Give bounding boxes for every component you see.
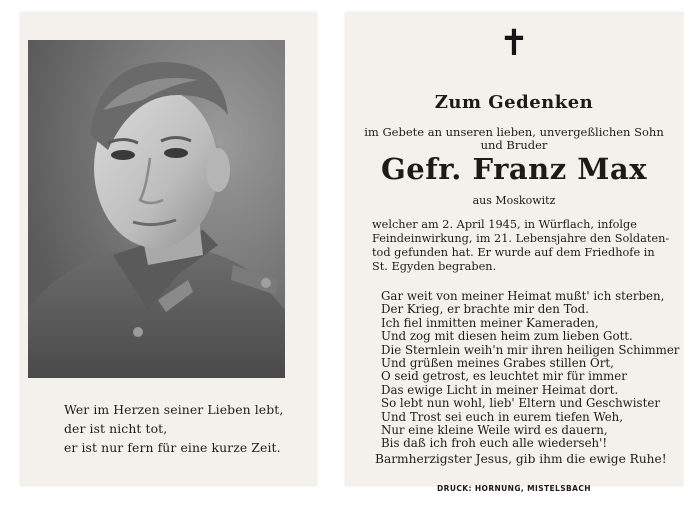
printer-imprint: DRUCK: HORNUNG, MISTELSBACH bbox=[437, 484, 591, 493]
body-line: Feindeinwirkung, im 21. Lebensjahre den Soldaten- bbox=[372, 232, 670, 245]
poem-line: Ich fiel inmitten meiner Kameraden, bbox=[381, 315, 599, 330]
left-poem bbox=[64, 400, 304, 457]
poem-line: Das ewige Licht in meiner Heimat dort. bbox=[381, 382, 619, 397]
poem-line: Gar weit von meiner Heimat mußt' ich sterben, bbox=[381, 289, 665, 303]
memorial-poem bbox=[381, 289, 680, 451]
intro-line: im Gebete an unseren lieben, unvergeßlichen Sohn bbox=[364, 125, 664, 139]
death-notice-text bbox=[372, 218, 670, 274]
left-poem-line: er ist nur fern für eine kurze Zeit. bbox=[64, 440, 281, 455]
memorial-heading: Zum Gedenken bbox=[434, 92, 594, 113]
poem-line: Und zog mit diesen heim zum lieben Gott. bbox=[381, 329, 633, 344]
soldier-portrait-photo bbox=[28, 40, 285, 378]
cross-icon: ✝ bbox=[498, 23, 530, 64]
body-line: tod gefunden hat. Er wurde auf dem Friedhofe in bbox=[372, 246, 655, 259]
poem-line: Der Krieg, er brachte mir den Tod. bbox=[381, 302, 589, 317]
portrait-illustration bbox=[28, 40, 285, 378]
deceased-name: Gefr. Franz Max bbox=[381, 152, 647, 186]
intro-line: und Bruder bbox=[480, 138, 548, 152]
intro-text bbox=[361, 126, 667, 152]
body-line: St. Egyden begraben. bbox=[372, 260, 497, 273]
poem-line: Die Sternlein weih'n mir ihren heiligen Schimmer bbox=[381, 342, 680, 357]
poem-line: Und grüßen meines Grabes stillen Ort, bbox=[381, 356, 614, 371]
poem-line: O seid getrost, es leuchtet mir für immer bbox=[381, 369, 627, 384]
poem-line: Nur eine kleine Weile wird es dauern, bbox=[381, 423, 608, 438]
poem-line: So lebt nun wohl, lieb' Eltern und Geschwister bbox=[381, 396, 660, 411]
poem-line: Bis daß ich froh euch alle wiederseh'! bbox=[381, 436, 608, 451]
closing-prayer: Barmherzigster Jesus, gib ihm die ewige Ruhe! bbox=[375, 452, 667, 466]
left-card bbox=[20, 12, 317, 486]
poem-line: Und Trost sei euch in eurem tiefen Weh, bbox=[381, 409, 624, 424]
origin-text: aus Moskowitz bbox=[472, 194, 556, 207]
left-poem-line: Wer im Herzen seiner Lieben lebt, bbox=[64, 402, 284, 417]
body-line: welcher am 2. April 1945, in Würflach, infolge bbox=[372, 218, 637, 231]
left-poem-line: der ist nicht tot, bbox=[64, 421, 168, 436]
right-card bbox=[345, 12, 683, 493]
